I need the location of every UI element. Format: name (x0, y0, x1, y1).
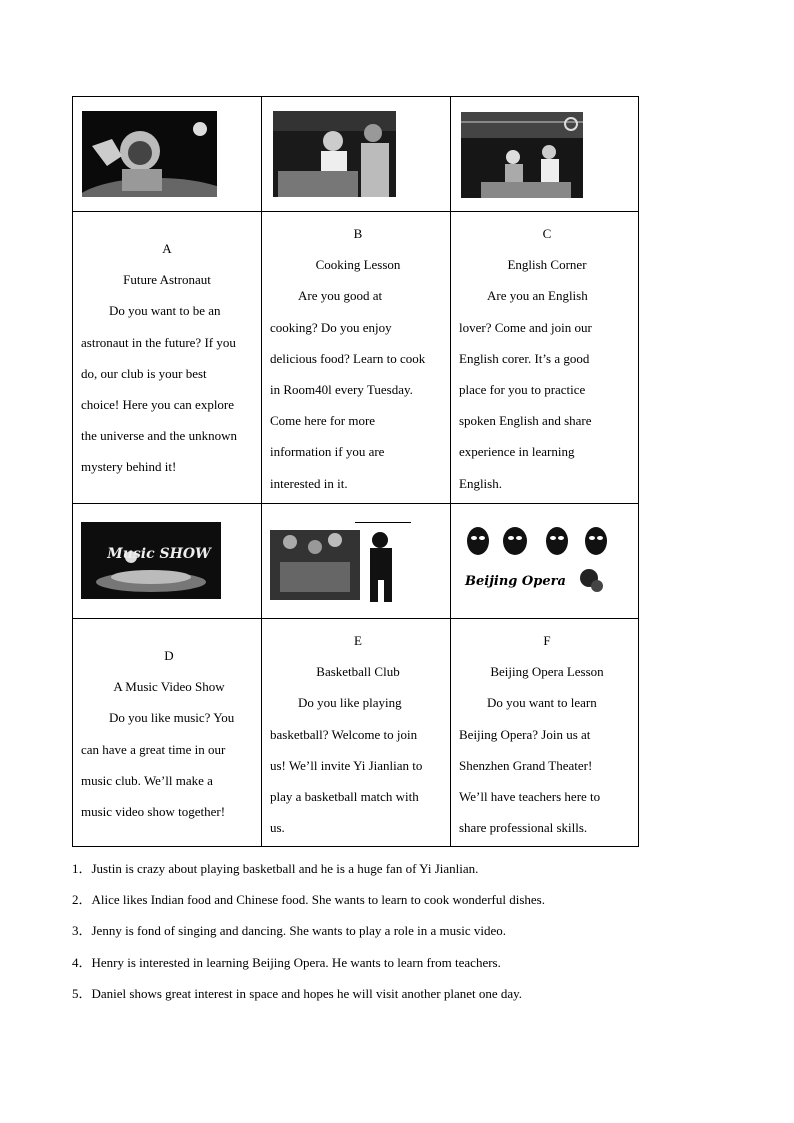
club-f-line: Do you want to learn (487, 695, 597, 711)
club-d-line: music video show together! (81, 804, 226, 820)
club-e-line: basketball? Welcome to join (270, 726, 418, 742)
astronaut-photo (82, 111, 217, 197)
question-item: 4．Henry is interested in learning Beijing Opera. He wants to learn from teachers. (72, 954, 501, 970)
club-c-line: place for you to practice (459, 382, 586, 398)
club-c-line: lover? Come and join our (459, 319, 592, 335)
row-divider (73, 211, 638, 212)
club-f-line: Beijing Opera? Join us at (459, 726, 591, 742)
question-item: 1．Justin is crazy about playing basketball and he is a huge fan of Yi Jianlian. (72, 861, 479, 876)
club-d-title: A Music Video Show (113, 679, 225, 695)
club-f-line: We’ll have teachers here to (459, 789, 601, 805)
club-d-line: can have a great time in our (81, 741, 226, 757)
club-e-letter: E (354, 633, 362, 648)
club-a-line: do, our club is your best (81, 365, 207, 381)
club-b-line: Are you good at (298, 288, 383, 304)
club-a-line: astronaut in the future? If you (81, 334, 236, 350)
basketball-photo (270, 522, 411, 603)
club-e-title: Basketball Club (316, 664, 400, 680)
club-e-line: Do you like playing (298, 695, 402, 711)
club-b-line: in Room40l every Tuesday. (270, 382, 413, 398)
music-show-logo: Music SHOW (107, 546, 211, 562)
club-e-text (270, 625, 446, 843)
club-d-letter: D (164, 648, 174, 663)
club-a-title: Future Astronaut (123, 272, 211, 288)
question-item: 2．Alice likes Indian food and Chinese food. She wants to learn to cook wonderful dishes. (72, 892, 545, 908)
question-list (72, 853, 692, 1009)
english-corner-photo (461, 112, 583, 198)
column-divider (261, 97, 262, 846)
club-b-line: cooking? Do you enjoy (270, 319, 392, 335)
row-divider (73, 503, 638, 504)
club-b-line: information if you are (270, 444, 385, 460)
club-e-line: us! We’ll invite Yi Jianlian to (270, 757, 423, 773)
cooking-photo (273, 111, 396, 197)
club-a-line: choice! Here you can explore (81, 397, 235, 413)
club-c-line: spoken English and share (459, 413, 592, 429)
club-d-line: music club. We’ll make a (81, 772, 213, 788)
club-a-line: mystery behind it! (81, 459, 177, 475)
club-f-text (459, 625, 635, 843)
club-c-line: English corer. It’s a good (459, 350, 590, 366)
club-b-letter: B (353, 226, 363, 241)
club-b-line: delicious food? Learn to cook (270, 350, 426, 366)
club-e-line: play a basketball match with (270, 789, 419, 805)
club-f-title: Beijing Opera Lesson (490, 664, 604, 680)
club-c-title: English Corner (507, 257, 587, 273)
question-item: 3．Jenny is fond of singing and dancing. She wants to play a role in a music video. (72, 923, 506, 939)
club-c-line: experience in learning (459, 444, 575, 460)
row-divider (73, 618, 638, 619)
club-c-line: Are you an English (487, 288, 588, 304)
club-f-line: Shenzhen Grand Theater! (459, 757, 593, 773)
music-show-photo (81, 522, 221, 599)
club-f-letter: F (543, 633, 551, 648)
club-a-line: the universe and the unknown (81, 428, 237, 444)
club-e-line: us. (270, 820, 285, 836)
club-b-line: Come here for more (270, 413, 376, 429)
column-divider (450, 97, 451, 846)
club-b-text (270, 218, 446, 499)
club-a-line: Do you want to be an (109, 303, 221, 319)
opera-logo-text: Beijing Opera (465, 574, 566, 589)
club-a-text (81, 233, 253, 483)
club-c-letter: C (542, 226, 552, 241)
club-d-text (81, 640, 257, 827)
club-f-line: share professional skills. (459, 820, 588, 836)
club-c-text (459, 218, 635, 499)
opera-masks-picture (461, 522, 611, 600)
club-table (72, 96, 639, 847)
club-b-line: interested in it. (270, 475, 348, 491)
club-a-letter: A (162, 241, 172, 256)
club-d-line: Do you like music? You (109, 710, 235, 726)
club-c-line: English. (459, 475, 502, 491)
club-b-title: Cooking Lesson (315, 257, 401, 273)
question-item: 5．Daniel shows great interest in space and hopes he will visit another planet one day. (72, 985, 523, 1001)
